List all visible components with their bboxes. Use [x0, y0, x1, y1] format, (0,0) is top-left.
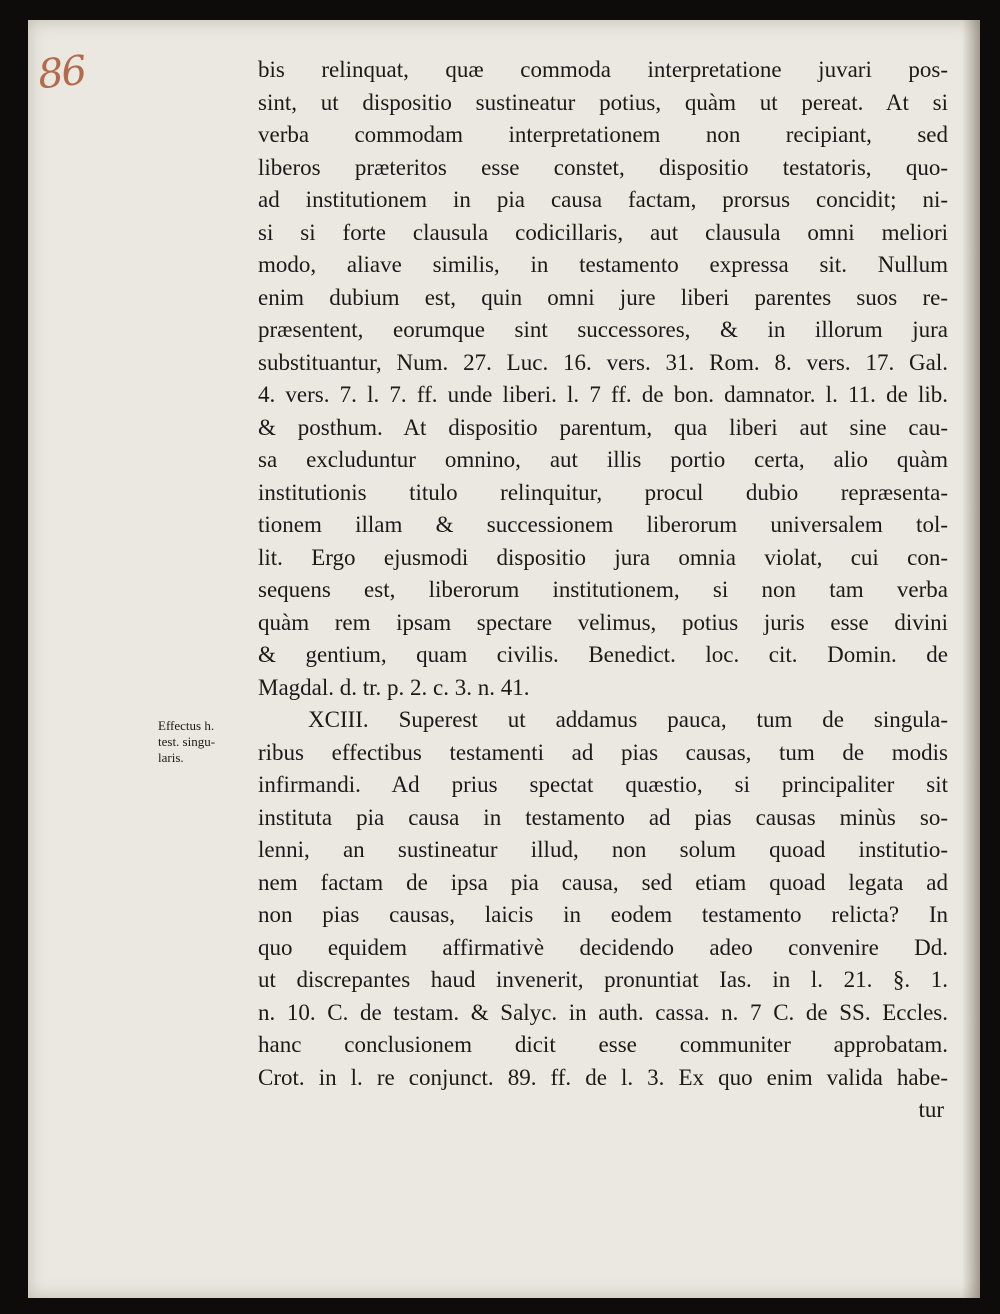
text-line: n. 10. C. de testam. & Salyc. in auth. cassa. n. 7 C. de SS. Eccles.	[258, 999, 948, 1025]
text-line: enim dubium est, quin omni jure liberi parentes suos re-	[258, 284, 948, 310]
text-line: tionem illam & successionem liberorum universalem tol-	[258, 512, 948, 537]
main-text-block	[258, 54, 948, 1127]
text-line: modo, aliave similis, in testamento expressa sit. Nullum	[258, 252, 948, 277]
text-line: non pias causas, laicis in eodem testamento relicta? In	[258, 902, 948, 927]
text-line: Magdal. d. tr. p. 2. c. 3. n. 41.	[258, 674, 530, 700]
text-line: 4. vers. 7. l. 7. ff. unde liberi. l. 7 ff. de bon. damnator. l. 11. de lib.	[258, 382, 948, 407]
text-line: ribus effectibus testamenti ad pias causas, tum de modis	[258, 739, 948, 765]
text-line: ut discrepantes haud invenerit, pronuntiat Ias. in l. 21. §. 1.	[258, 967, 948, 992]
marginal-note-line: Effectus h.	[158, 718, 215, 733]
marginal-note-line: laris.	[158, 750, 184, 765]
text-line: Crot. in l. re conjunct. 89. ff. de l. 3. Ex quo enim valida habe-	[258, 1064, 948, 1090]
catchword: tur	[918, 1097, 944, 1122]
text-line: institutionis titulo relinquitur, procul dubio repræsenta-	[258, 479, 948, 505]
text-line: ad institutionem in pia causa factam, prorsus concidit; ni-	[258, 187, 948, 212]
text-line: verba commodam interpretationem non recipiant, sed	[258, 122, 948, 147]
text-line: nem factam de ipsa pia causa, sed etiam quoad legata ad	[258, 869, 948, 895]
text-line: quo equidem affirmativè decidendo adeo convenire Dd.	[258, 934, 948, 960]
text-line: si si forte clausula codicillaris, aut clausula omni meliori	[258, 219, 948, 245]
text-line: & gentium, quam civilis. Benedict. loc. cit. Domin. de	[258, 642, 948, 667]
text-line: quàm rem ipsam spectare velimus, potius juris esse divini	[258, 609, 948, 635]
text-line: sint, ut dispositio sustineatur potius, quàm ut pereat. At si	[258, 89, 948, 115]
text-line: liberos præteritos esse constet, dispositio testatoris, quo-	[258, 154, 948, 180]
text-line: sequens est, liberorum institutionem, si non tam verba	[258, 577, 948, 602]
text-line: sa excluduntur omnino, aut illis portio certa, alio quàm	[258, 447, 948, 472]
page-number: 86	[35, 47, 88, 99]
text-line: bis relinquat, quæ commoda interpretatione juvari pos-	[258, 57, 948, 82]
text-line: hanc conclusionem dicit esse communiter approbatam.	[258, 1032, 948, 1057]
text-line: instituta pia causa in testamento ad pias causas minùs so-	[258, 804, 948, 830]
text-line: præsentent, eorumque sint successores, & in illorum jura	[258, 317, 948, 342]
marginal-note	[158, 718, 263, 766]
page-shadow-edge	[962, 20, 980, 1298]
book-page	[28, 20, 980, 1298]
text-line: infirmandi. Ad prius spectat quæstio, si principaliter sit	[258, 772, 948, 797]
marginal-note-line: test. singu-	[158, 734, 216, 749]
section-heading-line: XCIII. Superest ut addamus pauca, tum de singula-	[308, 707, 948, 732]
text-line: lit. Ergo ejusmodi dispositio jura omnia violat, cui con-	[258, 544, 948, 570]
text-line: & posthum. At dispositio parentum, qua liberi aut sine cau-	[258, 414, 948, 440]
text-line: substituantur, Num. 27. Luc. 16. vers. 31. Rom. 8. vers. 17. Gal.	[258, 349, 948, 375]
text-line: lenni, an sustineatur illud, non solum quoad institutio-	[258, 837, 948, 862]
